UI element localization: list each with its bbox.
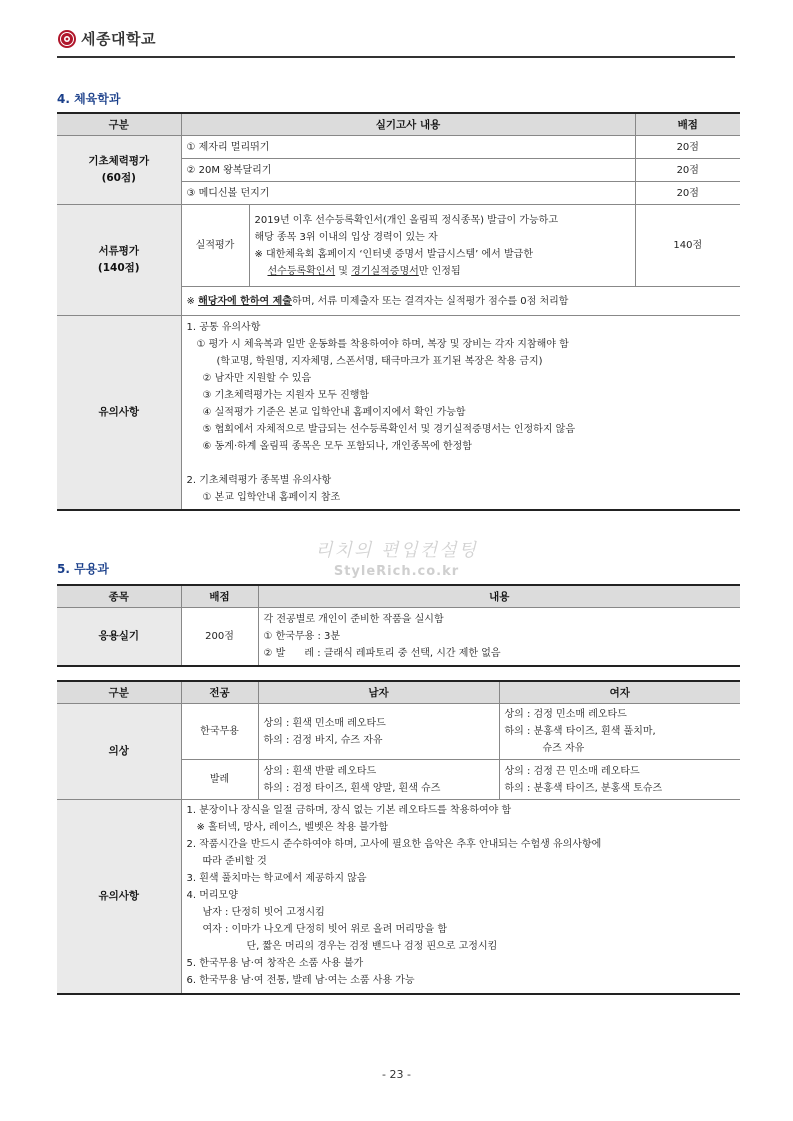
university-name: 세종대학교 bbox=[81, 30, 156, 48]
basic-item-1: ① 제자리 멀리뛰기 bbox=[181, 136, 635, 159]
col-header-score: 배점 bbox=[635, 113, 740, 136]
ballet-male-costume: 상의 : 흰색 반팔 레오타드 하의 : 검정 타이즈, 흰색 양말, 흰색 슈즈 bbox=[258, 760, 499, 800]
dance-costume-table bbox=[57, 680, 740, 995]
basic-item-3: ③ 메디신볼 던지기 bbox=[181, 182, 635, 205]
costume-label: 의상 bbox=[57, 704, 181, 800]
table-row bbox=[57, 316, 740, 511]
applied-practical-score: 200점 bbox=[181, 608, 258, 666]
col-header-category: 구분 bbox=[57, 681, 181, 704]
document-note: ※ 해당자에 한하여 제출하며, 서류 미제출자 또는 결격자는 실적평가 점수를 0점 처리함 bbox=[181, 287, 740, 316]
col-header-female: 여자 bbox=[499, 681, 740, 704]
document-eval-label: 서류평가 (140점) bbox=[57, 205, 181, 316]
table-row bbox=[57, 608, 740, 666]
korean-male-costume: 상의 : 흰색 민소매 레오타드 하의 : 검정 바지, 슈즈 자유 bbox=[258, 704, 499, 760]
physical-education-table bbox=[57, 112, 740, 511]
watermark: 리치의 편입컨설팅 StyleRich.co.kr bbox=[315, 540, 478, 579]
col-header-event: 종목 bbox=[57, 585, 181, 608]
applied-practical-content: 각 전공별로 개인이 준비한 작품을 실시함 ① 한국무용 : 3분 ② 발 레 : 클래식 레파토리 중 선택, 시간 제한 없음 bbox=[258, 608, 740, 666]
table-row bbox=[57, 205, 740, 287]
col-header-category: 구분 bbox=[57, 113, 181, 136]
table-header-row bbox=[57, 681, 740, 704]
table-header-row bbox=[57, 585, 740, 608]
basic-item-2: ② 20M 왕복달리기 bbox=[181, 159, 635, 182]
basic-fitness-label: 기초체력평가 (60점) bbox=[57, 136, 181, 205]
korean-female-costume: 상의 : 검정 민소매 레오타드 하의 : 분홍색 타이즈, 흰색 풀치마, 슈즈 자유 bbox=[499, 704, 740, 760]
table-row bbox=[57, 800, 740, 994]
university-emblem-icon bbox=[57, 29, 77, 49]
major-ballet: 발레 bbox=[181, 760, 258, 800]
basic-score-3: 20점 bbox=[635, 182, 740, 205]
dance-practical-table bbox=[57, 584, 740, 667]
university-logo bbox=[57, 28, 156, 49]
dance-notes-label: 유의사항 bbox=[57, 800, 181, 994]
col-header-major: 전공 bbox=[181, 681, 258, 704]
page-header bbox=[57, 26, 735, 58]
major-korean-dance: 한국무용 bbox=[181, 704, 258, 760]
athlete-registration-cert: 선수등록확인서 bbox=[267, 265, 336, 277]
table-row bbox=[57, 704, 740, 760]
basic-score-1: 20점 bbox=[635, 136, 740, 159]
achievement-eval-label: 실적평가 bbox=[181, 205, 249, 287]
competition-record-cert: 경기실적증명서 bbox=[351, 265, 419, 277]
col-header-content: 내용 bbox=[258, 585, 740, 608]
document-score: 140점 bbox=[635, 205, 740, 287]
basic-score-2: 20점 bbox=[635, 159, 740, 182]
notes-label: 유의사항 bbox=[57, 316, 181, 511]
col-header-content: 실기고사 내용 bbox=[181, 113, 635, 136]
applied-practical-label: 응용실기 bbox=[57, 608, 181, 666]
section-title-dance: 5. 무용과 bbox=[57, 562, 109, 576]
section-title-physical-education: 4. 체육학과 bbox=[57, 92, 121, 106]
ballet-female-costume: 상의 : 검정 끈 민소매 레오타드 하의 : 분홍색 타이즈, 분홍색 토슈즈 bbox=[499, 760, 740, 800]
achievement-eval-content: 2019년 이후 선수등록확인서(개인 올림픽 정식종목) 발급이 가능하고 해당 종목 3위 이내의 입상 경력이 있는 자 ※ 대한체육회 홈페이지 ‘인터넷 증명서 발급시스템’ 에서 발급한 선수등록확인서 및 경기실적증명서만 인정됨 bbox=[249, 205, 635, 287]
col-header-male: 남자 bbox=[258, 681, 499, 704]
col-header-score: 배점 bbox=[181, 585, 258, 608]
table-row bbox=[57, 136, 740, 159]
notes-content: 1. 공통 유의사항 ① 평가 시 체육복과 일반 운동화를 착용하여야 하며, 복장 및 장비는 각자 지참해야 함 (학교명, 학원명, 지자체명, 스폰서명, 태극마크가 표기된 복장은 착용 금지) ② 남자만 지원할 수 있음 ③ 기초체력평가는 지원자 모두 진행함 ④ 실적평가 기준은 본교 입학안내 홈페이지에서 확인 가능함 ⑤ 협회에서 자체적으로 발급되는 선수등록확인서 및 경기실적증명서는 인정하지 않음 ⑥ 동계·하계 올림픽 종목은 모두 포함되나, 개인종목에 한정함 2. 기초체력평가 종목별 유의사항 ① 본교 입학안내 홈페이지 참조 bbox=[181, 316, 740, 511]
table-header-row bbox=[57, 113, 740, 136]
dance-notes-content: 1. 분장이나 장식을 일절 금하며, 장식 없는 기본 레오타드를 착용하여야 함 ※ 홀터넥, 망사, 레이스, 벨벳은 착용 불가함 2. 작품시간을 반드시 준수하여야 하며, 고사에 필요한 음악은 추후 안내되는 수험생 유의사항에 따라 준비할 것 3. 흰색 풀치마는 학교에서 제공하지 않음 4. 머리모양 남자 : 단정히 빗어 고정시킴 여자 : 이마가 나오게 단정히 빗어 위로 올려 머리망을 함 단, 짧은 머리의 경우는 검정 밴드나 검정 핀으로 고정시킴 5. 한국무용 남·여 창작은 소품 사용 불가 6. 한국무용 남·여 전통, 발레 남·여는 소품 사용 가능 bbox=[181, 800, 740, 994]
page-number: - 23 - bbox=[382, 1068, 411, 1081]
